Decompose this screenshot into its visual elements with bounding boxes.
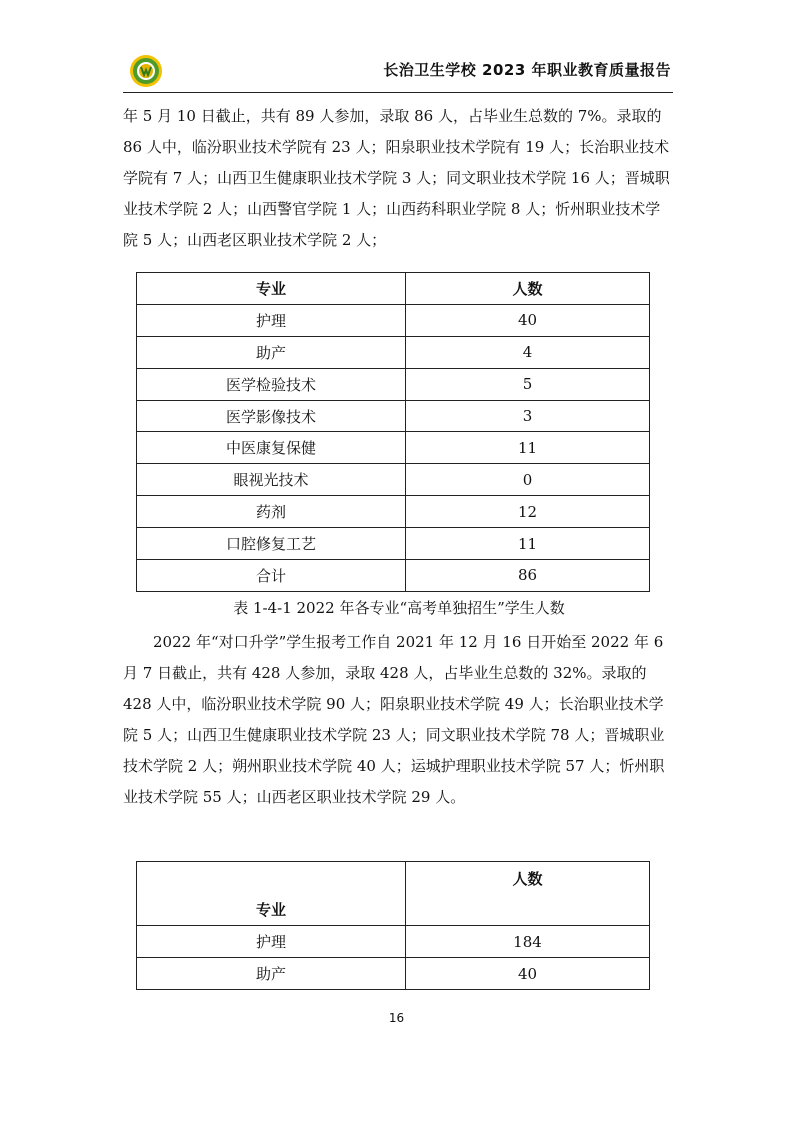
table-header-row <box>137 862 650 926</box>
count-cell: 5 <box>406 368 650 400</box>
table-total-row <box>137 560 650 592</box>
table-caption: 表 1-4-1 2022 年各专业“高考单独招生”学生人数 <box>233 599 565 617</box>
table-row <box>137 464 650 496</box>
report-title: 长治卫生学校 2023 年职业教育质量报告 <box>383 61 671 79</box>
count-cell: 184 <box>406 926 650 958</box>
count-cell: 3 <box>406 400 650 432</box>
table-row <box>137 400 650 432</box>
count-cell: 0 <box>406 464 650 496</box>
count-cell: 40 <box>406 958 650 990</box>
count-cell: 12 <box>406 496 650 528</box>
school-emblem-icon <box>129 54 163 88</box>
major-cell: 医学影像技术 <box>137 400 406 432</box>
table-row <box>137 432 650 464</box>
count-cell: 4 <box>406 336 650 368</box>
page-number: 16 <box>388 1011 405 1025</box>
table-row <box>137 926 650 958</box>
page-header <box>123 50 673 93</box>
count-cell: 11 <box>406 432 650 464</box>
column-header-major: 专业 <box>137 862 406 926</box>
table-vocational-admission <box>136 861 650 990</box>
admission-paragraph-1: 年 5 月 10 日截止，共有 89 人参加，录取 86 人，占毕业生总数的 7%。录取的 86 人中，临汾职业技术学院有 23 人；阳泉职业技术学院有 19 人；长治职业技术学院有 7 人；山西卫生健康职业技术学院 3 人；同文职业技术学院 16 人；晋城职业技术学院 2 人；山西警官学院 1 人；山西药科职业学院 8 人；忻州职业技术学院 5 人；山西老区职业技术学院 2 人； <box>123 107 670 249</box>
column-header-count: 人数 <box>406 273 650 305</box>
total-label-cell: 合计 <box>137 560 406 592</box>
total-count-cell: 86 <box>406 560 650 592</box>
column-header-count: 人数 <box>406 862 650 926</box>
table-header-row <box>137 273 650 305</box>
major-cell: 护理 <box>137 926 406 958</box>
table-row <box>137 528 650 560</box>
major-cell: 医学检验技术 <box>137 368 406 400</box>
major-cell: 中医康复保健 <box>137 432 406 464</box>
table-row <box>137 368 650 400</box>
column-header-major: 专业 <box>137 273 406 305</box>
major-cell: 药剂 <box>137 496 406 528</box>
major-cell: 助产 <box>137 336 406 368</box>
major-cell: 眼视光技术 <box>137 464 406 496</box>
table-row <box>137 304 650 336</box>
table-row <box>137 496 650 528</box>
table-row <box>137 958 650 990</box>
major-cell: 口腔修复工艺 <box>137 528 406 560</box>
major-cell: 护理 <box>137 304 406 336</box>
count-cell: 40 <box>406 304 650 336</box>
count-cell: 11 <box>406 528 650 560</box>
major-cell: 助产 <box>137 958 406 990</box>
admission-paragraph-2: 2022 年“对口升学”学生报考工作自 2021 年 12 月 16 日开始至 2022 年 6 月 7 日截止，共有 428 人参加，录取 428 人，占毕业生总数的 32%。录取的 428 人中，临汾职业技术学院 90 人；阳泉职业技术学院 49 人；长治职业技术学院 5 人；山西卫生健康职业技术学院 23 人；同文职业技术学院 78 人；晋城职业技术学院 2 人；朔州职业技术学院 40 人；运城护理职业技术学院 57 人；忻州职业技术学院 55 人；山西老区职业技术学院 29 人。 <box>123 633 665 806</box>
table-single-admission <box>136 272 650 592</box>
table-row <box>137 336 650 368</box>
